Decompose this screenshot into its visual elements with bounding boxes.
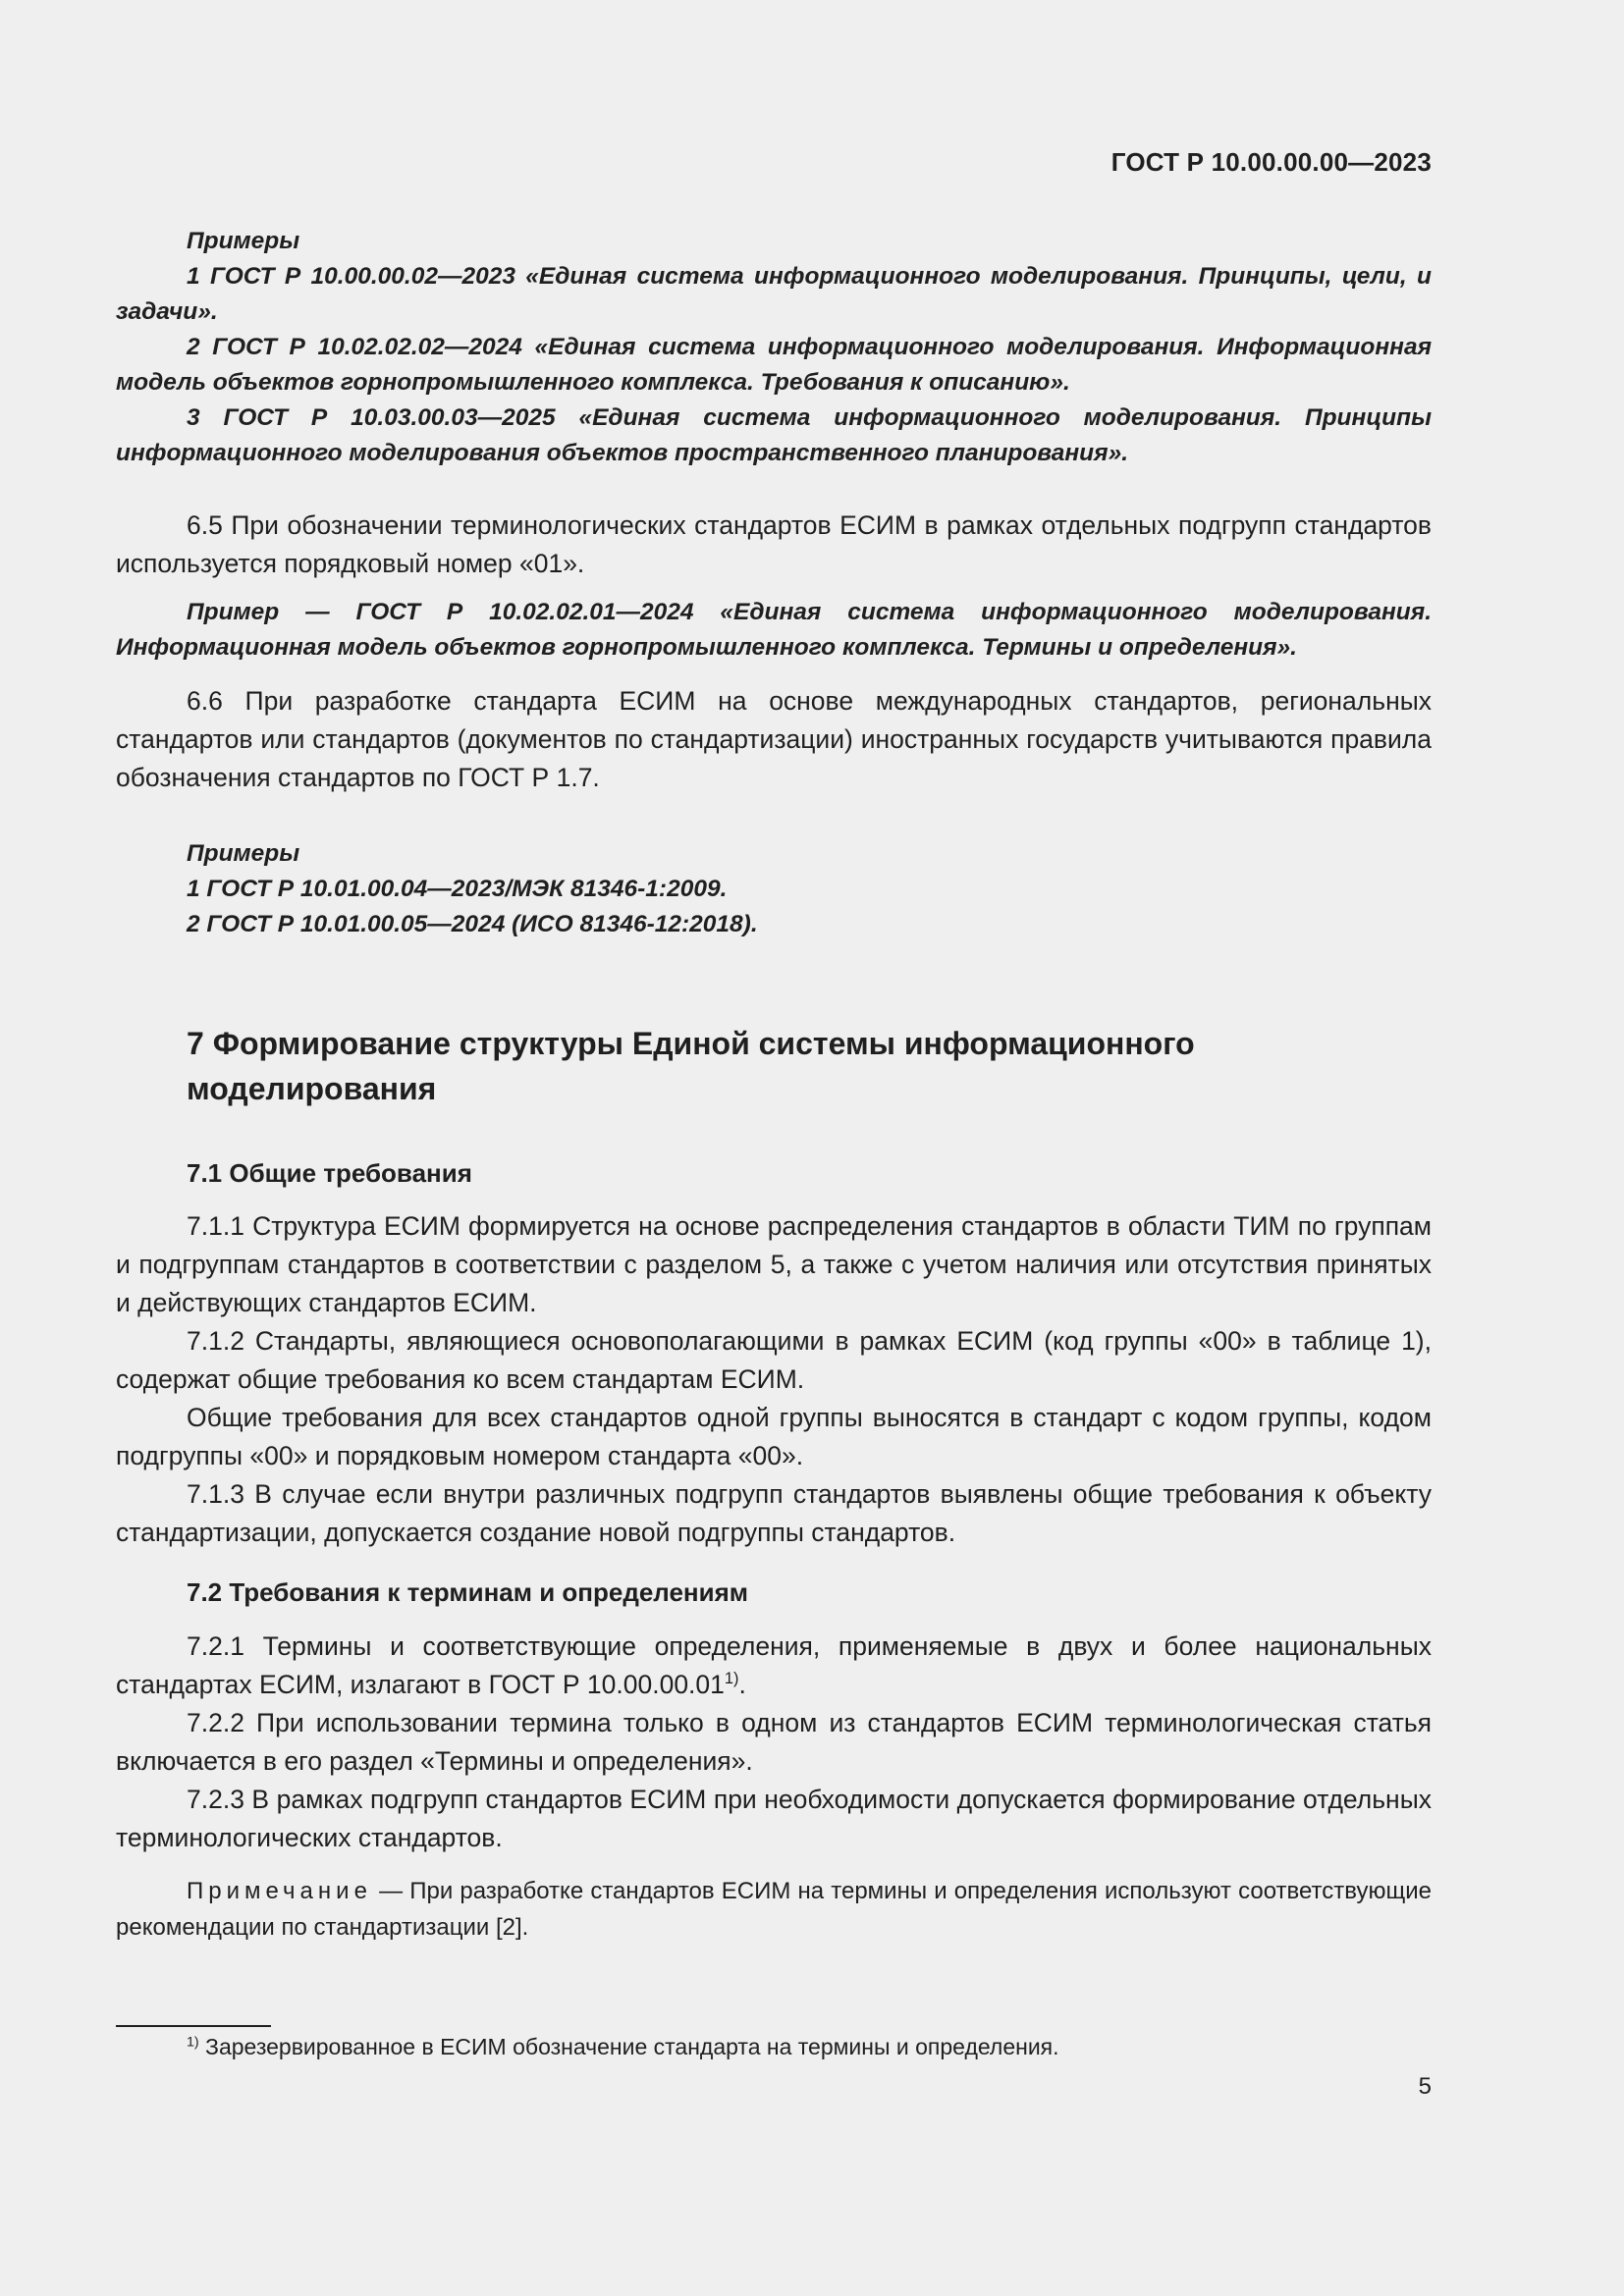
paragraph: 7.2.3 В рамках подгрупп стандартов ЕСИМ при необходимости допускается формирование отдельных терминологических стандартов. (116, 1785, 1432, 1852)
paragraph: 7.1.2 Стандарты, являющиеся основополагающими в рамках ЕСИМ (код группы «00» в таблице 1), содержат общие требования ко всем стандартам ЕСИМ. (116, 1326, 1432, 1394)
examples-heading: Примеры (187, 840, 300, 867)
examples-heading: Примеры (187, 228, 300, 254)
example-item: 3 ГОСТ Р 10.03.00.03—2025 «Единая система информационного моделирования. Принципы информационного моделирования объектов пространственного планирования». (116, 404, 1432, 466)
example-item: 1 ГОСТ Р 10.00.00.02—2023 «Единая система информационного моделирования. Принципы, цели, и задачи». (116, 263, 1432, 325)
paragraph-6-6-text: 6.6 При разработке стандарта ЕСИМ на основе международных стандартов, региональных стандартов или стандартов (документов по стандартизации) иностранных государств учитываются правила обозначения стандартов по ГОСТ Р 1.7. (116, 686, 1432, 792)
section-7-title: 7 Формирование структуры Единой системы информационного моделирования (187, 1026, 1195, 1106)
paragraph-7-2-1-text: 7.2.1 Термины и соответствующие определения, применяемые в двух и более национальных стандартах ЕСИМ, излагают в ГОСТ Р 10.00.00.01 (116, 1631, 1432, 1699)
footnote-divider (116, 2025, 271, 2027)
example-single (116, 595, 1432, 666)
footnote-reference: 1) (724, 1670, 739, 1688)
footnote-text: Зарезервированное в ЕСИМ обозначение стандарта на термины и определения. (198, 2034, 1059, 2059)
paragraph: 7.1.1 Структура ЕСИМ формируется на основе распределения стандартов в области ТИМ по группам и подгруппам стандартов в соответствии с разделом 5, а также с учетом наличия или отсутствия принятых и действующих стандартов ЕСИМ. (116, 1211, 1432, 1317)
section-7-2-body (116, 1628, 1432, 1857)
note-text (116, 1873, 1432, 1946)
example-single-text: Пример — ГОСТ Р 10.02.02.01—2024 «Единая система информационного моделирования. Информационная модель объектов горнопромышленного комплекса. Термины и определения». (116, 599, 1432, 661)
paragraph: 7.2.2 При использовании термина только в одном из стандартов ЕСИМ терминологическая статья включается в его раздел «Термины и определения». (116, 1708, 1432, 1776)
paragraph: Общие требования для всех стандартов одной группы выносятся в стандарт с кодом группы, кодом подгруппы «00» и порядковым номером стандарта «00». (116, 1403, 1432, 1470)
examples-block-1 (116, 224, 1432, 471)
paragraph-6-6 (116, 682, 1432, 797)
footnote-mark: 1) (187, 2034, 199, 2051)
document-header: ГОСТ Р 10.00.00.00—2023 (1110, 147, 1432, 177)
section-7-2-title: 7.2 Требования к терминам и определениям (187, 1577, 749, 1607)
note-body: — При разработке стандартов ЕСИМ на термины и определения используют соответствующие рекомендации по стандартизации [2]. (116, 1878, 1432, 1941)
section-7-1-body (116, 1207, 1432, 1552)
paragraph-7-2-1-end: . (738, 1670, 746, 1699)
example-item: 2 ГОСТ Р 10.02.02.02—2024 «Единая система информационного моделирования. Информационная модель объектов горнопромышленного комплекса. Требования к описанию». (116, 334, 1432, 396)
example-item: 2 ГОСТ Р 10.01.00.05—2024 (ИСО 81346-12:2018). (187, 911, 758, 937)
example-item: 1 ГОСТ Р 10.01.00.04—2023/МЭК 81346-1:2009. (187, 876, 728, 902)
paragraph-6-5-text: 6.5 При обозначении терминологических стандартов ЕСИМ в рамках отдельных подгрупп стандартов используется порядковый номер «01». (116, 510, 1432, 578)
examples-block-2 (116, 836, 1432, 942)
footnote (187, 2030, 1059, 2063)
note-label: Примечание (187, 1878, 372, 1904)
paragraph: 7.1.3 В случае если внутри различных подгрупп стандартов выявлены общие требования к объекту стандартизации, допускается создание новой подгруппы стандартов. (116, 1479, 1432, 1547)
page-number: 5 (1418, 2073, 1432, 2100)
paragraph-7-2-1 (116, 1628, 1432, 1704)
section-7-1-title: 7.1 Общие требования (187, 1158, 472, 1188)
note-block (116, 1873, 1432, 1946)
paragraph-6-5 (116, 507, 1432, 583)
